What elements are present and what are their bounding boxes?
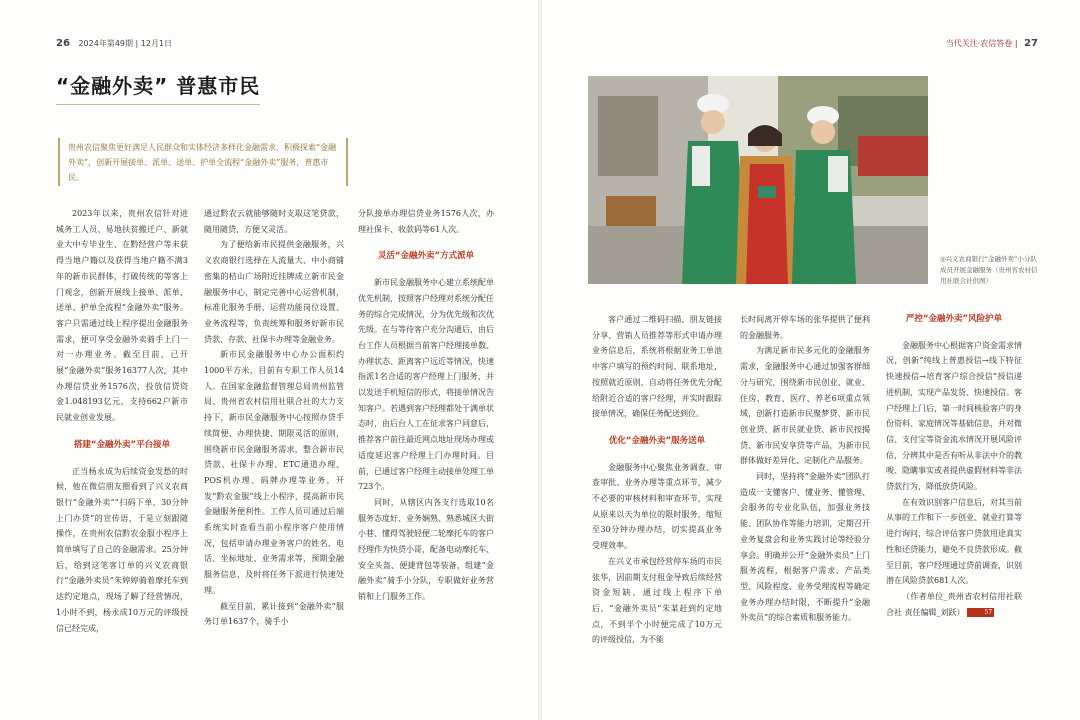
paragraph: 同时，从辖区内各支行选取10名服务态度好、业务娴熟、熟悉城区大街小巷、懂得驾驶轻便二轮摩托车的客户经理作为快贷小哥，配备电动摩托车、安全头盔、便捷背包等装备，组建“金融外卖”骑手小分队，专职做好业务营销和上门服务工作。 — [358, 497, 494, 602]
author-credit-text: （作者单位_贵州省农村信用社联合社 责任编辑_刘跃） — [886, 591, 1022, 617]
left-page-number: 26 — [56, 38, 70, 49]
article-photo — [588, 76, 928, 284]
paragraph: 2023年以来，贵州农信针对进城务工人员、易地扶贫搬迁户、新就业大中专毕业生、在黔经营户等未获得当地户籍以及获得当地户籍不满3年的新市民群体，打破传统的等客上门观念，创新开展线上接单、派单、送单、护单全流程“金融外卖”服务。客户只需通过线上程序提出金融服务需求，便可享受金融外卖骑手上门一对一办理业务。截至目前，已开展“金融外卖”服务16377人次，其中办理信贷业务1576次，投放信贷资金1.048193亿元，支持662户新市民就业创业发展。 — [56, 209, 188, 423]
right-page-number: 27 — [1024, 38, 1038, 49]
right-page — [540, 0, 1080, 720]
paragraph: 金融服务中心聚焦业务调查、审查审批、业务办理等重点环节，减少不必要的审核材料和审查环节，实现从原来以天为单位的限时服务，缩短至30分钟办理办结，切实提高业务受理效率。 — [592, 462, 722, 551]
paragraph: 同时，坚持将“金融外卖”团队打造成一支懂客户、懂业务、懂管理、会服务的专业化队伍，加强业务技能、团队协作等能力培训，定期召开业务复盘会和业务实践讨论等经验分享会。明确并公开“金融外卖员”上门服务流程，根据客户需求、产品类型、风险程度、业务受理流程等确定业务办理办结时限，不断提升“金融外卖员”的综合素质和服务能力。 — [740, 472, 870, 623]
paragraph: 为满足新市民多元化的金融服务需求，金融服务中心通过加强客群细分与研究，围绕新市民创业、就业、住房、教育、医疗、养老6项重点领域，创新打造新市民聚梦贷、新市民创业贷、新市民就业贷、新市民按揭贷、新市民安享贷等产品，为新市民群体做好差异化、定制化产品服务。 — [740, 346, 870, 466]
section-heading: 优化“金融外卖”服务送单 — [608, 435, 706, 446]
paragraph: 新市民金融服务中心办公面积约1000平方米，目前有专职工作人员14人。在国家金融监督管理总局贵州监管局、贵州省农村信用社联合社的大力支持下，新市民金融服务中心按照办贷手续简便、办理快捷、期限灵活的原则，围绕新市民金融服务需求，整合新市民贷款、社保卡办理、ETC通道办理、POS机办理、码牌办理等业务，开发“黔农金服”线上小程序，提高新市民金融服务便利性。工作人员可通过后端系统实时查看当前小程序客户使用情况，包括申请办理业务客户的姓名、电话、坐标地址、业务需求等，预期金融服务信息，及时将任务下派进行快速处理。 — [204, 350, 344, 595]
right-page-header — [930, 38, 1038, 49]
author-credit — [886, 589, 1022, 620]
column-3 — [358, 206, 494, 605]
title-underline — [56, 104, 260, 105]
paragraph: 在兴义市承包经营停车场的市民张华，因前期支付租金导致后续经营资金短缺，通过线上程序下单后，“金融外卖员”朱某赶到约定地点，不到半个小时便完成了10万元的评级授信，为不能 — [592, 556, 722, 645]
column-6 — [886, 312, 1022, 620]
column-2 — [204, 206, 344, 630]
photo-caption: ◎兴义农商银行“金融外卖”小分队成员开展金融服务（贵州省农村信用社联合社供图） — [940, 255, 1038, 285]
article-lead: 贵州农信聚焦更好满足人民群众和实体经济多样化金融需求，积极探索“金融外卖”，创新开展接单、派单、送单、护单全流程“金融外卖”服务，普惠市民。 — [58, 138, 348, 186]
end-mark: 57 — [967, 608, 995, 617]
left-page-header — [56, 38, 172, 49]
issue-date: 2024年第49期 | 12月1日 — [78, 39, 173, 48]
paragraph: 正当杨永成为后续资金发愁的时候，他在微信朋友圈看到了兴义农商银行“金融外卖”“扫码下单，30分钟上门办贷”的宣传语，于是立刻跟随操作，在贵州农信黔农金服小程序上简单填写了自己的金融需求。25分钟后，给到这笔客订单的兴义农商银行“金融外卖员”朱婷婷骑着摩托车到达约定地点，现场了解了经营情况，1小时不到，杨永成10万元的评级授信已经完成， — [56, 466, 188, 633]
column-4 — [592, 312, 722, 648]
paragraph: 长时间离开停车场的张华提供了便利的金融服务。 — [740, 315, 870, 340]
article-title: “金融外卖” 普惠市民 — [56, 74, 261, 98]
paragraph: 金融服务中心根据客户资金需求情况，创新“纯线上普惠授信→线下特征快速授信→培育客户综合授信”授信递进机制，实现产品发货、快速授信。客户经理上门后，第一时间核验客户的身份资料、家庭情况等基础信息，并对微信、支付宝等资金流水情况开展风险评估，分辨其中是否有听从非法中介的教唆、隐瞒事实或者提供虚假材料等非法贷款行为，降低放贷风险。 — [886, 340, 1022, 492]
section-heading: 搭建“金融外卖”平台接单 — [73, 439, 171, 450]
section-heading: 灵活“金融外卖”方式派单 — [377, 251, 475, 262]
paragraph: 通过黔农云就能够随时支取这笔贷款，随用随贷，方便又灵活。 — [204, 209, 344, 234]
paragraph: 截至目前，累计接到“金融外卖”服务订单1637个，骑手小 — [204, 601, 344, 627]
section-heading: 严控“金融外卖”风险护单 — [905, 314, 1003, 324]
paragraph: 分队接单办理信贷业务1576人次，办理社保卡、收款码等61人次。 — [358, 209, 494, 234]
paragraph: 在有效识别客户信息后，对其当前从事的工作和下一步创业、就业打算等进行询问，综合评估客户贷款用途真实性和还贷能力，避免不良贷款形成。截至目前，客户经理通过贷前调查，识别潜在风险贷款681人次。 — [886, 497, 1022, 586]
column-5 — [740, 312, 870, 626]
section-label: 当代关注·农信答卷 | — [945, 39, 1018, 48]
paragraph: 新市民金融服务中心建立系统配单优先机制，按照客户经理对系统分配任务的综合完成情况，分为优先级和次优先级。在与等待客户充分沟通后，由后台工作人员根据当前客户经理接单数、办理状态、距离客户远近等情况，快速指派1名合适的客户经理上门服务，并以发送手机短信的形式，将接单情况告知客户。若遇到客户经理都处于满单状态时，由后台人工在征求客户同意后，推荐客户前往最近网点地址现场办理或适度延迟客户经理上门办理时间。目前，已通过客户经理主动接单处理工单723个。 — [358, 278, 494, 492]
column-1 — [56, 206, 188, 636]
photo-illustration — [588, 76, 928, 284]
paragraph: 为了便给新市民提供金融服务，兴义农商银行选择在人流量大、中小商铺密集的桔山广场附近挂牌成立新市民金融服务中心，制定完善中心运营机制，标准化服务手册、运营功能岗位设置、业务流程等，负责统筹和服务好新市民贷款、存款、社保卡办理等金融业务。 — [204, 240, 344, 344]
paragraph: 客户通过二维码扫描、朋友链接分享、营销人员推荐等形式申请办理业务信息后，系统将根据业务工单池中客户填写的预约时间、联系地址，按照就近原则，自动将任务优先分配给附近合适的客户经理，并实时跟踪接单情况，确保任务配送到位。 — [592, 315, 722, 419]
